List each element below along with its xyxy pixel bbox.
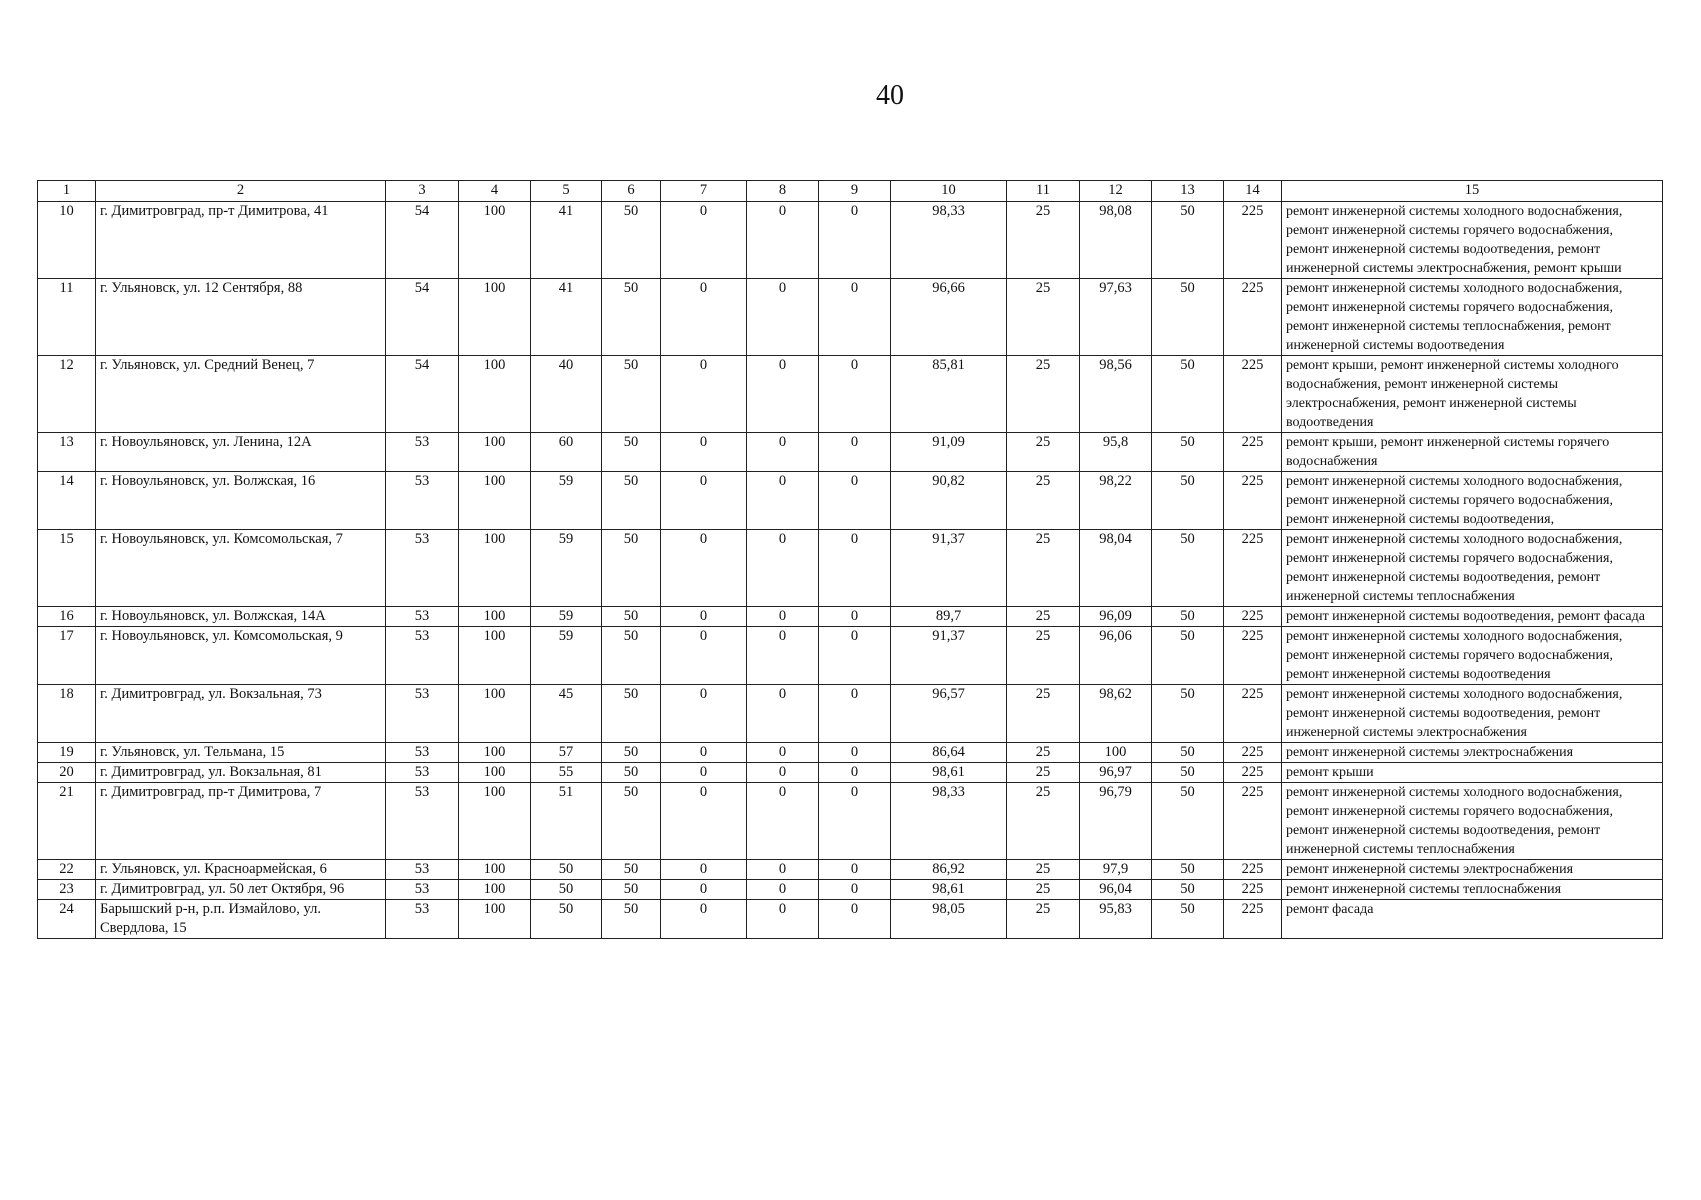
value-cell: 0 bbox=[747, 783, 819, 860]
table-row bbox=[38, 433, 1663, 472]
address-cell: г. Новоульяновск, ул. Ленина, 12А bbox=[96, 433, 386, 472]
table-row bbox=[38, 472, 1663, 530]
column-header: 15 bbox=[1282, 181, 1663, 202]
value-cell: 98,04 bbox=[1080, 530, 1152, 607]
table-row bbox=[38, 627, 1663, 685]
value-cell: 50 bbox=[602, 783, 661, 860]
value-cell: 50 bbox=[1152, 743, 1224, 763]
works-cell: ремонт инженерной системы холодного водоснабжения, ремонт инженерной системы горячего водоснабжения, ремонт инженерной системы водоотведения, ремонт инженерной системы теплоснабжения bbox=[1282, 783, 1663, 860]
value-cell: 225 bbox=[1224, 279, 1282, 356]
value-cell: 96,06 bbox=[1080, 627, 1152, 685]
value-cell: 91,37 bbox=[891, 627, 1007, 685]
value-cell: 225 bbox=[1224, 763, 1282, 783]
address-cell: г. Ульяновск, ул. Средний Венец, 7 bbox=[96, 356, 386, 433]
value-cell: 0 bbox=[819, 356, 891, 433]
address-cell: г. Ульяновск, ул. 12 Сентября, 88 bbox=[96, 279, 386, 356]
value-cell: 25 bbox=[1007, 279, 1080, 356]
value-cell: 98,56 bbox=[1080, 356, 1152, 433]
value-cell: 86,92 bbox=[891, 860, 1007, 880]
row-number-cell: 21 bbox=[38, 783, 96, 860]
value-cell: 98,33 bbox=[891, 783, 1007, 860]
value-cell: 50 bbox=[602, 685, 661, 743]
value-cell: 0 bbox=[747, 607, 819, 627]
value-cell: 53 bbox=[386, 900, 459, 939]
value-cell: 25 bbox=[1007, 202, 1080, 279]
value-cell: 0 bbox=[819, 685, 891, 743]
value-cell: 225 bbox=[1224, 607, 1282, 627]
value-cell: 53 bbox=[386, 860, 459, 880]
column-header: 7 bbox=[661, 181, 747, 202]
value-cell: 53 bbox=[386, 433, 459, 472]
value-cell: 225 bbox=[1224, 202, 1282, 279]
value-cell: 0 bbox=[819, 860, 891, 880]
value-cell: 0 bbox=[747, 433, 819, 472]
row-number-cell: 14 bbox=[38, 472, 96, 530]
value-cell: 25 bbox=[1007, 763, 1080, 783]
value-cell: 0 bbox=[661, 743, 747, 763]
value-cell: 100 bbox=[459, 530, 531, 607]
value-cell: 53 bbox=[386, 530, 459, 607]
value-cell: 96,57 bbox=[891, 685, 1007, 743]
value-cell: 50 bbox=[602, 433, 661, 472]
value-cell: 25 bbox=[1007, 433, 1080, 472]
row-number-cell: 12 bbox=[38, 356, 96, 433]
value-cell: 50 bbox=[1152, 783, 1224, 860]
works-cell: ремонт инженерной системы теплоснабжения bbox=[1282, 880, 1663, 900]
value-cell: 100 bbox=[459, 627, 531, 685]
value-cell: 0 bbox=[747, 279, 819, 356]
value-cell: 50 bbox=[531, 880, 602, 900]
works-cell: ремонт инженерной системы холодного водоснабжения, ремонт инженерной системы горячего водоснабжения, ремонт инженерной системы водоотведения, bbox=[1282, 472, 1663, 530]
value-cell: 50 bbox=[602, 202, 661, 279]
value-cell: 25 bbox=[1007, 860, 1080, 880]
value-cell: 50 bbox=[602, 763, 661, 783]
value-cell: 100 bbox=[459, 685, 531, 743]
value-cell: 100 bbox=[459, 433, 531, 472]
value-cell: 50 bbox=[602, 743, 661, 763]
column-header: 9 bbox=[819, 181, 891, 202]
value-cell: 91,09 bbox=[891, 433, 1007, 472]
value-cell: 96,09 bbox=[1080, 607, 1152, 627]
column-header: 3 bbox=[386, 181, 459, 202]
value-cell: 41 bbox=[531, 279, 602, 356]
value-cell: 0 bbox=[819, 433, 891, 472]
value-cell: 41 bbox=[531, 202, 602, 279]
column-header: 6 bbox=[602, 181, 661, 202]
table-row bbox=[38, 685, 1663, 743]
value-cell: 0 bbox=[819, 743, 891, 763]
value-cell: 50 bbox=[602, 627, 661, 685]
works-cell: ремонт фасада bbox=[1282, 900, 1663, 939]
value-cell: 225 bbox=[1224, 627, 1282, 685]
value-cell: 0 bbox=[819, 202, 891, 279]
value-cell: 0 bbox=[661, 627, 747, 685]
value-cell: 98,61 bbox=[891, 763, 1007, 783]
works-cell: ремонт инженерной системы электроснабжения bbox=[1282, 860, 1663, 880]
value-cell: 25 bbox=[1007, 685, 1080, 743]
value-cell: 0 bbox=[661, 356, 747, 433]
address-cell: Барышский р-н, р.п. Измайлово, ул. Свердлова, 15 bbox=[96, 900, 386, 939]
table-row bbox=[38, 607, 1663, 627]
works-cell: ремонт инженерной системы холодного водоснабжения, ремонт инженерной системы водоотведения, ремонт инженерной системы электроснабжения bbox=[1282, 685, 1663, 743]
header-row bbox=[38, 181, 1663, 202]
address-cell: г. Новоульяновск, ул. Волжская, 14А bbox=[96, 607, 386, 627]
address-cell: г. Димитровград, пр-т Димитрова, 41 bbox=[96, 202, 386, 279]
table-row bbox=[38, 900, 1663, 939]
value-cell: 96,79 bbox=[1080, 783, 1152, 860]
value-cell: 100 bbox=[459, 763, 531, 783]
value-cell: 97,63 bbox=[1080, 279, 1152, 356]
value-cell: 0 bbox=[661, 685, 747, 743]
value-cell: 96,66 bbox=[891, 279, 1007, 356]
value-cell: 50 bbox=[531, 860, 602, 880]
column-header: 12 bbox=[1080, 181, 1152, 202]
value-cell: 53 bbox=[386, 743, 459, 763]
value-cell: 0 bbox=[819, 880, 891, 900]
value-cell: 0 bbox=[661, 433, 747, 472]
value-cell: 50 bbox=[602, 356, 661, 433]
value-cell: 0 bbox=[747, 627, 819, 685]
value-cell: 90,82 bbox=[891, 472, 1007, 530]
value-cell: 0 bbox=[747, 202, 819, 279]
address-cell: г. Димитровград, ул. Вокзальная, 73 bbox=[96, 685, 386, 743]
works-cell: ремонт инженерной системы холодного водоснабжения, ремонт инженерной системы горячего водоснабжения, ремонт инженерной системы водоотведения bbox=[1282, 627, 1663, 685]
value-cell: 91,37 bbox=[891, 530, 1007, 607]
value-cell: 50 bbox=[1152, 685, 1224, 743]
column-header: 14 bbox=[1224, 181, 1282, 202]
value-cell: 0 bbox=[819, 472, 891, 530]
table-row bbox=[38, 743, 1663, 763]
table-body bbox=[38, 202, 1663, 939]
value-cell: 0 bbox=[819, 763, 891, 783]
value-cell: 100 bbox=[459, 900, 531, 939]
value-cell: 53 bbox=[386, 685, 459, 743]
value-cell: 50 bbox=[602, 472, 661, 530]
table-row bbox=[38, 356, 1663, 433]
value-cell: 50 bbox=[1152, 860, 1224, 880]
value-cell: 0 bbox=[747, 356, 819, 433]
page-number: 40 bbox=[876, 80, 904, 111]
value-cell: 50 bbox=[602, 279, 661, 356]
address-cell: г. Димитровград, ул. 50 лет Октября, 96 bbox=[96, 880, 386, 900]
column-header: 8 bbox=[747, 181, 819, 202]
value-cell: 50 bbox=[602, 900, 661, 939]
value-cell: 225 bbox=[1224, 900, 1282, 939]
works-cell: ремонт крыши bbox=[1282, 763, 1663, 783]
table-row bbox=[38, 860, 1663, 880]
value-cell: 97,9 bbox=[1080, 860, 1152, 880]
row-number-cell: 22 bbox=[38, 860, 96, 880]
address-cell: г. Димитровград, пр-т Димитрова, 7 bbox=[96, 783, 386, 860]
value-cell: 45 bbox=[531, 685, 602, 743]
value-cell: 0 bbox=[819, 607, 891, 627]
value-cell: 225 bbox=[1224, 860, 1282, 880]
table-row bbox=[38, 202, 1663, 279]
value-cell: 53 bbox=[386, 607, 459, 627]
column-header: 11 bbox=[1007, 181, 1080, 202]
value-cell: 54 bbox=[386, 356, 459, 433]
value-cell: 0 bbox=[661, 279, 747, 356]
works-cell: ремонт крыши, ремонт инженерной системы горячего водоснабжения bbox=[1282, 433, 1663, 472]
value-cell: 50 bbox=[1152, 356, 1224, 433]
table-row bbox=[38, 279, 1663, 356]
value-cell: 59 bbox=[531, 607, 602, 627]
column-header: 5 bbox=[531, 181, 602, 202]
value-cell: 0 bbox=[747, 860, 819, 880]
value-cell: 95,83 bbox=[1080, 900, 1152, 939]
value-cell: 50 bbox=[1152, 472, 1224, 530]
value-cell: 0 bbox=[747, 472, 819, 530]
works-cell: ремонт инженерной системы холодного водоснабжения, ремонт инженерной системы горячего водоснабжения, ремонт инженерной системы водоотведения, ремонт инженерной системы электроснабжения, ремонт крыши bbox=[1282, 202, 1663, 279]
value-cell: 0 bbox=[819, 279, 891, 356]
value-cell: 98,61 bbox=[891, 880, 1007, 900]
column-header: 4 bbox=[459, 181, 531, 202]
row-number-cell: 16 bbox=[38, 607, 96, 627]
value-cell: 59 bbox=[531, 627, 602, 685]
value-cell: 50 bbox=[1152, 530, 1224, 607]
address-cell: г. Ульяновск, ул. Тельмана, 15 bbox=[96, 743, 386, 763]
value-cell: 100 bbox=[459, 783, 531, 860]
value-cell: 98,05 bbox=[891, 900, 1007, 939]
value-cell: 100 bbox=[459, 356, 531, 433]
value-cell: 100 bbox=[459, 202, 531, 279]
value-cell: 86,64 bbox=[891, 743, 1007, 763]
column-header: 13 bbox=[1152, 181, 1224, 202]
value-cell: 50 bbox=[1152, 880, 1224, 900]
value-cell: 50 bbox=[602, 880, 661, 900]
value-cell: 100 bbox=[1080, 743, 1152, 763]
value-cell: 0 bbox=[661, 763, 747, 783]
value-cell: 0 bbox=[819, 530, 891, 607]
value-cell: 0 bbox=[661, 900, 747, 939]
value-cell: 55 bbox=[531, 763, 602, 783]
row-number-cell: 18 bbox=[38, 685, 96, 743]
value-cell: 50 bbox=[602, 860, 661, 880]
value-cell: 98,22 bbox=[1080, 472, 1152, 530]
value-cell: 57 bbox=[531, 743, 602, 763]
row-number-cell: 19 bbox=[38, 743, 96, 763]
value-cell: 0 bbox=[747, 900, 819, 939]
value-cell: 100 bbox=[459, 472, 531, 530]
value-cell: 225 bbox=[1224, 783, 1282, 860]
value-cell: 50 bbox=[1152, 607, 1224, 627]
value-cell: 25 bbox=[1007, 472, 1080, 530]
value-cell: 225 bbox=[1224, 472, 1282, 530]
value-cell: 53 bbox=[386, 880, 459, 900]
value-cell: 50 bbox=[1152, 202, 1224, 279]
works-cell: ремонт инженерной системы электроснабжения bbox=[1282, 743, 1663, 763]
value-cell: 98,33 bbox=[891, 202, 1007, 279]
value-cell: 25 bbox=[1007, 743, 1080, 763]
value-cell: 0 bbox=[661, 202, 747, 279]
value-cell: 0 bbox=[661, 880, 747, 900]
row-number-cell: 13 bbox=[38, 433, 96, 472]
value-cell: 0 bbox=[661, 472, 747, 530]
row-number-cell: 20 bbox=[38, 763, 96, 783]
row-number-cell: 24 bbox=[38, 900, 96, 939]
value-cell: 50 bbox=[1152, 433, 1224, 472]
value-cell: 0 bbox=[747, 530, 819, 607]
row-number-cell: 15 bbox=[38, 530, 96, 607]
value-cell: 0 bbox=[747, 685, 819, 743]
value-cell: 0 bbox=[747, 743, 819, 763]
value-cell: 85,81 bbox=[891, 356, 1007, 433]
table-row bbox=[38, 880, 1663, 900]
value-cell: 225 bbox=[1224, 530, 1282, 607]
address-cell: г. Новоульяновск, ул. Комсомольская, 7 bbox=[96, 530, 386, 607]
row-number-cell: 11 bbox=[38, 279, 96, 356]
value-cell: 53 bbox=[386, 763, 459, 783]
value-cell: 0 bbox=[661, 530, 747, 607]
value-cell: 54 bbox=[386, 279, 459, 356]
value-cell: 100 bbox=[459, 743, 531, 763]
value-cell: 50 bbox=[531, 900, 602, 939]
value-cell: 60 bbox=[531, 433, 602, 472]
value-cell: 100 bbox=[459, 279, 531, 356]
value-cell: 0 bbox=[819, 627, 891, 685]
value-cell: 96,97 bbox=[1080, 763, 1152, 783]
works-cell: ремонт инженерной системы водоотведения, ремонт фасада bbox=[1282, 607, 1663, 627]
value-cell: 50 bbox=[1152, 900, 1224, 939]
value-cell: 25 bbox=[1007, 530, 1080, 607]
works-cell: ремонт инженерной системы холодного водоснабжения, ремонт инженерной системы горячего водоснабжения, ремонт инженерной системы теплоснабжения, ремонт инженерной системы водоотведения bbox=[1282, 279, 1663, 356]
table-row bbox=[38, 763, 1663, 783]
value-cell: 98,62 bbox=[1080, 685, 1152, 743]
column-header: 1 bbox=[38, 181, 96, 202]
value-cell: 50 bbox=[602, 607, 661, 627]
value-cell: 225 bbox=[1224, 743, 1282, 763]
address-cell: г. Новоульяновск, ул. Комсомольская, 9 bbox=[96, 627, 386, 685]
value-cell: 54 bbox=[386, 202, 459, 279]
works-cell: ремонт крыши, ремонт инженерной системы холодного водоснабжения, ремонт инженерной системы электроснабжения, ремонт инженерной системы водоотведения bbox=[1282, 356, 1663, 433]
value-cell: 0 bbox=[747, 880, 819, 900]
value-cell: 51 bbox=[531, 783, 602, 860]
value-cell: 25 bbox=[1007, 783, 1080, 860]
value-cell: 100 bbox=[459, 607, 531, 627]
value-cell: 25 bbox=[1007, 880, 1080, 900]
value-cell: 50 bbox=[602, 530, 661, 607]
value-cell: 96,04 bbox=[1080, 880, 1152, 900]
value-cell: 0 bbox=[819, 900, 891, 939]
row-number-cell: 10 bbox=[38, 202, 96, 279]
value-cell: 25 bbox=[1007, 356, 1080, 433]
value-cell: 95,8 bbox=[1080, 433, 1152, 472]
address-cell: г. Ульяновск, ул. Красноармейская, 6 bbox=[96, 860, 386, 880]
value-cell: 100 bbox=[459, 860, 531, 880]
value-cell: 0 bbox=[661, 783, 747, 860]
value-cell: 100 bbox=[459, 880, 531, 900]
works-cell: ремонт инженерной системы холодного водоснабжения, ремонт инженерной системы горячего водоснабжения, ремонт инженерной системы водоотведения, ремонт инженерной системы теплоснабжения bbox=[1282, 530, 1663, 607]
value-cell: 53 bbox=[386, 627, 459, 685]
value-cell: 53 bbox=[386, 783, 459, 860]
value-cell: 50 bbox=[1152, 763, 1224, 783]
data-table bbox=[37, 180, 1663, 939]
value-cell: 225 bbox=[1224, 880, 1282, 900]
value-cell: 0 bbox=[661, 860, 747, 880]
value-cell: 59 bbox=[531, 530, 602, 607]
value-cell: 25 bbox=[1007, 627, 1080, 685]
value-cell: 40 bbox=[531, 356, 602, 433]
value-cell: 0 bbox=[747, 763, 819, 783]
value-cell: 25 bbox=[1007, 900, 1080, 939]
row-number-cell: 23 bbox=[38, 880, 96, 900]
value-cell: 0 bbox=[819, 783, 891, 860]
table-row bbox=[38, 530, 1663, 607]
value-cell: 98,08 bbox=[1080, 202, 1152, 279]
value-cell: 50 bbox=[1152, 627, 1224, 685]
value-cell: 53 bbox=[386, 472, 459, 530]
address-cell: г. Димитровград, ул. Вокзальная, 81 bbox=[96, 763, 386, 783]
value-cell: 50 bbox=[1152, 279, 1224, 356]
value-cell: 225 bbox=[1224, 433, 1282, 472]
row-number-cell: 17 bbox=[38, 627, 96, 685]
value-cell: 25 bbox=[1007, 607, 1080, 627]
table-row bbox=[38, 783, 1663, 860]
value-cell: 89,7 bbox=[891, 607, 1007, 627]
value-cell: 59 bbox=[531, 472, 602, 530]
value-cell: 225 bbox=[1224, 356, 1282, 433]
address-cell: г. Новоульяновск, ул. Волжская, 16 bbox=[96, 472, 386, 530]
column-header: 10 bbox=[891, 181, 1007, 202]
column-header: 2 bbox=[96, 181, 386, 202]
value-cell: 0 bbox=[661, 607, 747, 627]
value-cell: 225 bbox=[1224, 685, 1282, 743]
